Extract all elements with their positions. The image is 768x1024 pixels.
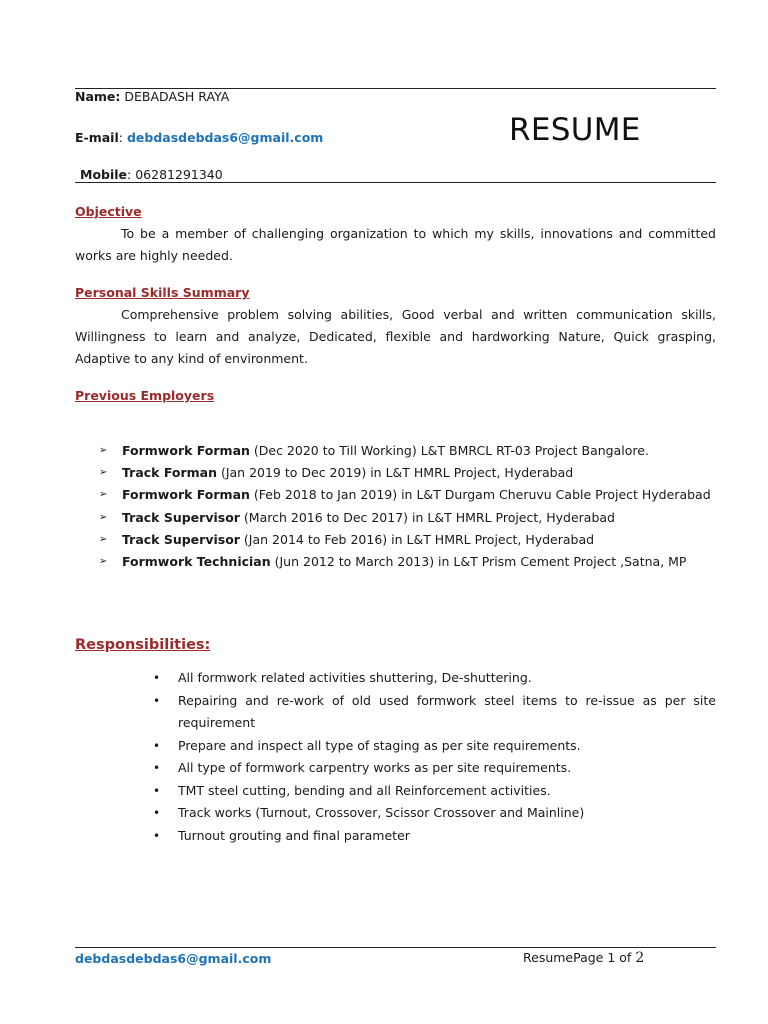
skills-text — [75, 304, 716, 370]
responsibility-item — [150, 690, 716, 735]
responsibility-item — [150, 667, 716, 690]
employer-detail: (Jan 2019 to Dec 2019) in L&T HMRL Project, Hyderabad — [216, 465, 574, 481]
arrow-bullet-icon: ➢ — [99, 467, 108, 479]
footer-page-total: 2 — [635, 950, 645, 966]
responsibility-text: Turnout grouting and final parameter — [178, 827, 410, 843]
responsibility-text: Track works (Turnout, Crossover, Scissor Crossover and Mainline) — [178, 805, 585, 820]
responsibility-text: All type of formwork carpentry works as per site requirements. — [178, 760, 572, 775]
dot-bullet-icon: • — [153, 783, 161, 798]
dot-bullet-icon: • — [153, 671, 161, 685]
employer-detail: (Jun 2012 to March 2013) in L&T Prism Cement Project ,Satna, MP — [270, 554, 687, 570]
footer-page-text: ResumePage 1 of — [523, 950, 636, 965]
employer-item — [75, 507, 716, 529]
responsibility-item — [150, 757, 716, 780]
responsibility-item — [150, 735, 716, 758]
objective-heading: Objective — [75, 204, 142, 219]
email-label: E-mail — [75, 130, 119, 145]
employer-detail: (Jan 2014 to Feb 2016) in L&T HMRL Project, Hyderabad — [239, 531, 595, 547]
employer-detail: (Feb 2018 to Jan 2019) in L&T Durgam Cheruvu Cable Project Hyderabad — [249, 487, 711, 503]
mobile-label: Mobile — [80, 167, 128, 182]
responsibility-text: TMT steel cutting, bending and all Reinforcement activities. — [178, 782, 551, 798]
employers-list — [75, 440, 716, 573]
employer-detail: (March 2016 to Dec 2017) in L&T HMRL Project, Hyderabad — [239, 509, 615, 525]
objective-text — [75, 223, 716, 267]
dot-bullet-icon: • — [153, 828, 161, 843]
footer-page-number — [523, 950, 644, 966]
resume-title: RESUME — [509, 112, 641, 148]
employer-item — [75, 484, 716, 506]
mobile-colon: : — [127, 167, 132, 182]
dot-bullet-icon: • — [153, 761, 161, 775]
employer-role: Track Supervisor — [122, 509, 240, 525]
employer-role: Formwork Forman — [122, 487, 250, 503]
employer-item — [75, 551, 716, 573]
email-colon: : — [118, 130, 123, 145]
email-line — [75, 130, 323, 145]
responsibilities-heading: Responsibilities: — [75, 637, 211, 653]
responsibility-text: Prepare and inspect all type of staging as per site requirements. — [178, 737, 581, 753]
objective-body: To be a member of challenging organization to which my skills, innovations and committed works are highly needed. — [75, 226, 716, 263]
responsibility-item — [150, 825, 716, 848]
employer-role: Track Supervisor — [122, 531, 240, 547]
employer-role: Formwork Technician — [122, 554, 271, 570]
arrow-bullet-icon: ➢ — [99, 533, 108, 545]
mobile-value: 06281291340 — [135, 167, 223, 182]
skills-heading: Personal Skills Summary — [75, 285, 250, 300]
employer-role: Track Forman — [122, 465, 217, 481]
name-value: DEBADASH RAYA — [124, 89, 230, 104]
employer-item — [75, 440, 716, 462]
employer-item — [75, 462, 716, 484]
responsibility-text: Repairing and re-work of old used formwork steel items to re-issue as per site requirement — [178, 692, 716, 730]
responsibilities-list — [150, 667, 716, 847]
employer-item — [75, 529, 716, 551]
name-label: Name: — [75, 89, 121, 104]
employer-role: Formwork Forman — [122, 443, 250, 458]
arrow-bullet-icon: ➢ — [99, 556, 108, 568]
arrow-bullet-icon: ➢ — [99, 489, 108, 501]
employer-detail: (Dec 2020 to Till Working) L&T BMRCL RT-03 Project Bangalore. — [249, 443, 649, 458]
responsibility-item — [150, 780, 716, 803]
email-link[interactable]: debdasdebdas6@gmail.com — [126, 130, 324, 145]
responsibility-item — [150, 802, 716, 825]
arrow-bullet-icon: ➢ — [99, 445, 108, 456]
footer-email-link[interactable]: debdasdebdas6@gmail.com — [75, 951, 272, 966]
dot-bullet-icon: • — [153, 738, 161, 753]
skills-body: Comprehensive problem solving abilities, Good verbal and written communication skills, Willingness to learn and analyze, Dedicated, flexible and hardworking Nature, Quick grasping, Adaptive to any kind of environment. — [75, 307, 716, 366]
responsibility-text: All formwork related activities shuttering, De-shuttering. — [178, 670, 532, 685]
dot-bullet-icon: • — [153, 693, 161, 708]
arrow-bullet-icon: ➢ — [99, 511, 108, 523]
name-line — [75, 89, 229, 104]
footer-rule — [75, 947, 716, 948]
dot-bullet-icon: • — [153, 806, 161, 820]
employers-heading: Previous Employers — [75, 388, 215, 403]
mobile-line — [80, 167, 223, 182]
header-bottom-rule — [75, 182, 716, 183]
